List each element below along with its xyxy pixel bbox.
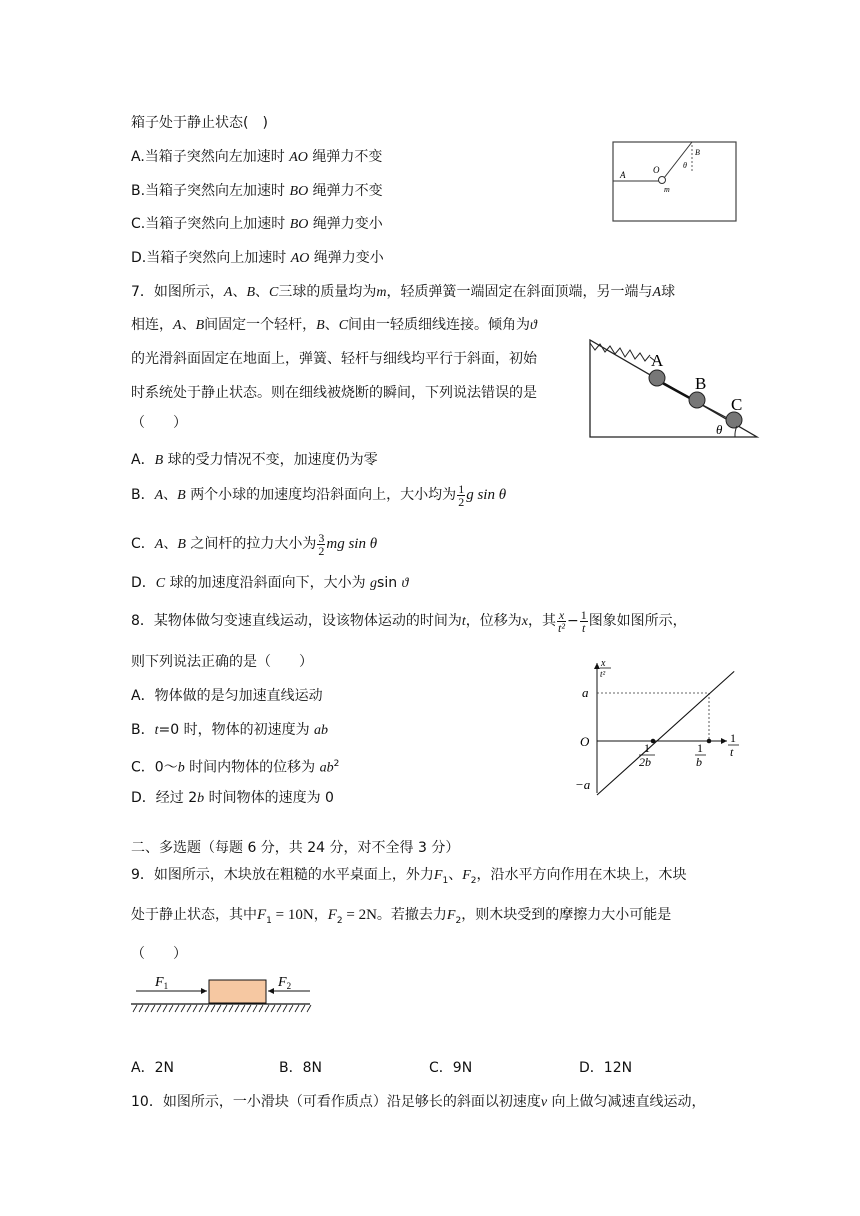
q7-option-c-fraction: $\frac{3}{2}$ bbox=[318, 530, 325, 558]
q8-y-label-num: x bbox=[601, 658, 606, 669]
q9-block-figure bbox=[128, 968, 318, 1016]
q6-label-o: O bbox=[653, 165, 660, 175]
q6-option-b: B.当箱子突然向左加速时 BO 绳弹力不变 bbox=[131, 183, 383, 199]
q9-block bbox=[209, 980, 266, 1003]
q7-stem-line2: 相连，A、B间固定一个轻杆，B、C间由一轻质细线连接。倾角为ϑ bbox=[131, 317, 537, 333]
q9-option-b: B．8N bbox=[279, 1060, 322, 1076]
q9-answer-paren: （ ） bbox=[131, 946, 187, 962]
q8-x-label-num: 1 bbox=[730, 731, 736, 745]
q6-ball bbox=[659, 177, 666, 184]
q9-option-a: A．2N bbox=[131, 1060, 174, 1076]
q9-option-c: C．9N bbox=[429, 1060, 473, 1076]
q6-label-theta: θ bbox=[683, 161, 687, 170]
q8-tick1-num: 1 bbox=[644, 741, 650, 755]
q6-box-figure bbox=[612, 141, 738, 223]
q7-stem-line3: 的光滑斜面固定在地面上，弹簧、轻杆与细线均平行于斜面，初始 bbox=[131, 351, 537, 367]
q6-option-a: A.当箱子突然向左加速时 AO 绳弹力不变 bbox=[131, 149, 383, 165]
q7-option-b-fraction: $\frac{1}{2}$ bbox=[458, 481, 465, 509]
q8-tick-a: a bbox=[582, 685, 589, 700]
q6-label-a: A bbox=[620, 170, 626, 180]
q6-stem: 箱子处于静止状态( ) bbox=[131, 115, 268, 131]
q8-tick2-den: b bbox=[696, 755, 702, 769]
section-2-title: 二、多选题（每题 6 分，共 24 分，对不全得 3 分） bbox=[131, 840, 460, 856]
q7-option-a: A．B 球的受力情况不变，加速度仍为零 bbox=[131, 452, 378, 468]
q7-label-a: A bbox=[651, 351, 664, 370]
q8-origin: O bbox=[580, 734, 590, 749]
q7-stem-line1: 7．如图所示，A、B、C三球的质量均为m，轻质弹簧一端固定在斜面顶端，另一端与A球 bbox=[131, 284, 676, 300]
q7-option-d: D．C 球的加速度沿斜面向下，大小为 gsin ϑ bbox=[131, 575, 409, 591]
q8-tick1-den: 2b bbox=[639, 755, 651, 769]
q8-stem-fraction-1-t: $\frac{1}{t}$ bbox=[580, 607, 587, 635]
q6-option-d: D.当箱子突然向上加速时 AO 绳弹力变小 bbox=[131, 250, 384, 266]
q7-ball-a bbox=[649, 370, 665, 386]
q7-option-c: C．A、B 之间杆的拉力大小为 $\frac{3}{2}$ mg sin θ bbox=[131, 530, 378, 558]
q8-option-a: A．物体做的是匀加速直线运动 bbox=[131, 688, 323, 704]
q9-option-d: D．12N bbox=[579, 1060, 633, 1076]
q7-answer-paren: （ ） bbox=[131, 415, 187, 431]
q6-label-m: m bbox=[664, 185, 670, 194]
q8-stem-line2: 则下列说法正确的是（ ） bbox=[131, 654, 313, 670]
q8-option-c: C．0～b 时间内物体的位移为 $ab^2$ bbox=[131, 759, 340, 776]
q8-graph bbox=[565, 655, 755, 805]
q8-stem-line1: 8．某物体做匀变速直线运动，设该物体运动的时间为t，位移为x，其 $\frac{x}{\text{t²}}$ − $\frac{1}{t}$ 图象如图所示， bbox=[131, 607, 687, 635]
q8-point-b bbox=[707, 739, 712, 744]
q6-option-c: C.当箱子突然向上加速时 BO 绳弹力变小 bbox=[131, 216, 383, 232]
q7-ball-c bbox=[726, 412, 742, 428]
q7-incline-figure bbox=[585, 330, 760, 440]
q7-label-theta: θ bbox=[716, 422, 723, 437]
q8-point-half-b bbox=[651, 739, 656, 744]
q8-option-b: B．t=0 时，物体的初速度为 ab bbox=[131, 722, 329, 738]
q9-stem-line2: 处于静止状态，其中$F_1 = 10N$，$F_2 = 2N$。若撤去力$F_2$，则木块受到的摩擦力大小可能是 bbox=[131, 907, 672, 926]
q8-stem-fraction-x-t2: $\frac{x}{\text{t²}}$ bbox=[558, 607, 565, 635]
q9-label-f2: $F_2$ bbox=[278, 975, 292, 991]
q7-stem-line4: 时系统处于静止状态。则在细线被烧断的瞬间，下列说法错误的是 bbox=[131, 385, 537, 401]
q6-label-b: B bbox=[695, 148, 700, 157]
q9-ground-hatch bbox=[133, 1005, 311, 1012]
q10-stem: 10．如图所示，一小滑块（可看作质点）沿足够长的斜面以初速度v 向上做匀减速直线运动， bbox=[131, 1094, 706, 1110]
q8-x-label-den: t bbox=[730, 745, 734, 759]
q8-tick2-num: 1 bbox=[697, 741, 703, 755]
q8-series-line bbox=[597, 671, 734, 795]
q8-option-d: D．经过 2b 时间物体的速度为 0 bbox=[131, 790, 334, 806]
q9-label-f1: $F_1$ bbox=[155, 975, 169, 991]
q8-tick-neg-a: −a bbox=[575, 777, 591, 792]
q8-y-label-den: t² bbox=[600, 669, 606, 679]
q9-stem-line1: 9．如图所示，木块放在粗糙的水平桌面上，外力$F_1$、$F_2$，沿水平方向作用在木块上，木块 bbox=[131, 867, 687, 886]
q7-option-b: B．A、B 两个小球的加速度均沿斜面向上，大小均为 $\frac{1}{2}$ g sin θ bbox=[131, 481, 507, 509]
q7-ball-b bbox=[689, 392, 705, 408]
q7-label-b: B bbox=[695, 374, 707, 393]
q7-label-c: C bbox=[731, 395, 743, 414]
